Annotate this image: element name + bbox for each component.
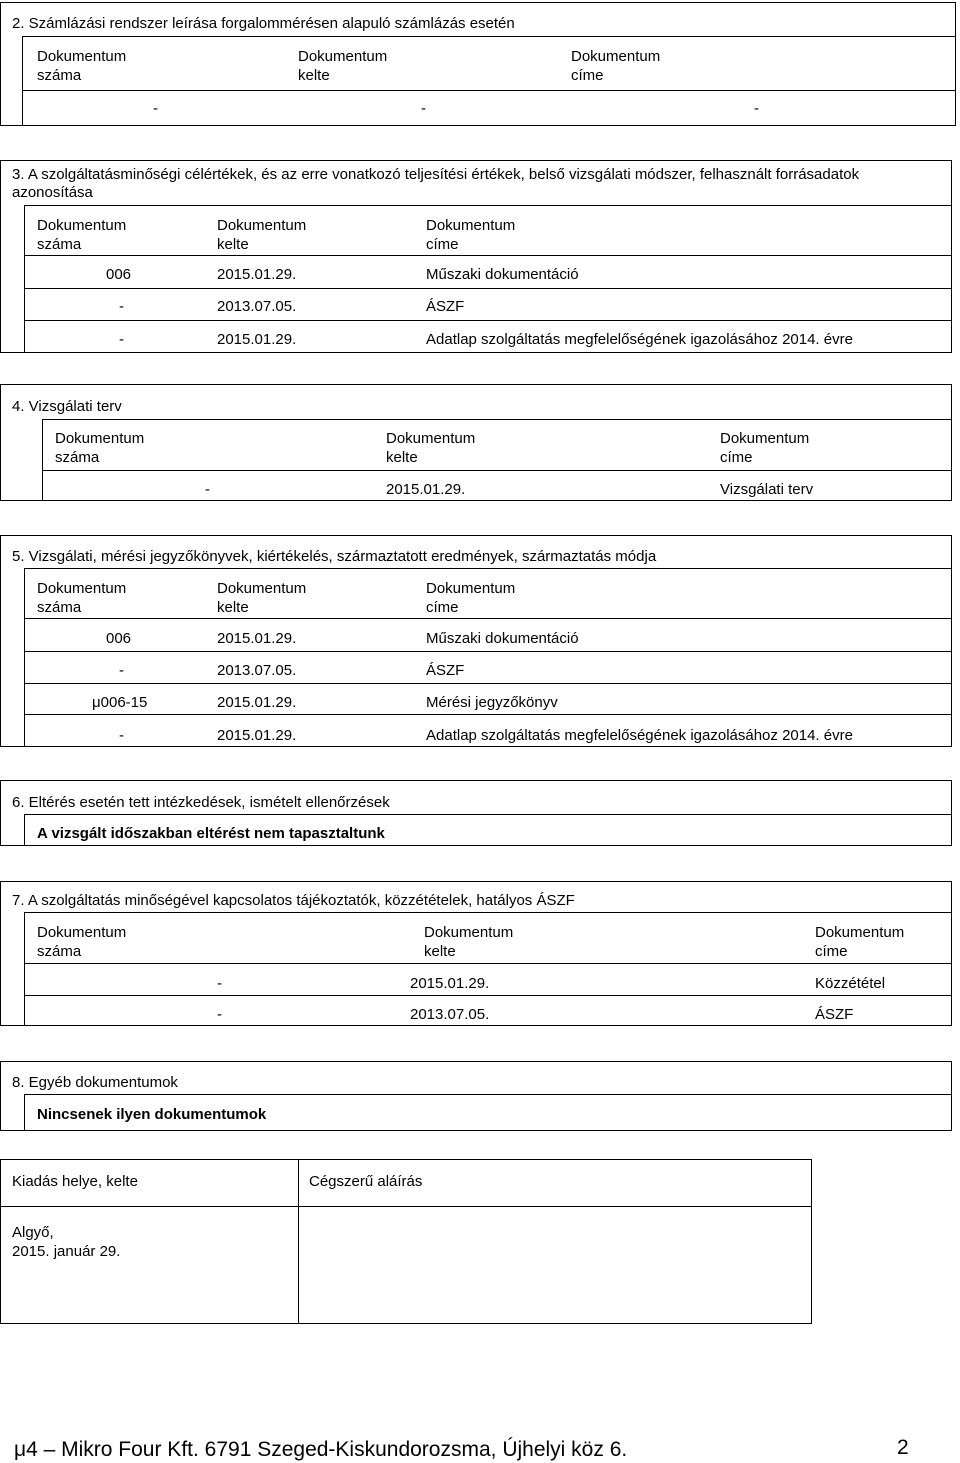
section-6-divider — [24, 814, 952, 815]
s2-header-szama: Dokumentum száma — [37, 48, 127, 84]
section-3-table-left — [24, 205, 25, 353]
section-5-title: 5. Vizsgálati, mérési jegyzőkönyvek, kiértékelés, származtatott eredmények, származtatás módja — [12, 548, 657, 565]
s7-r2-kelte: 2013.07.05. — [410, 1006, 490, 1023]
section-3-divider-2 — [24, 288, 952, 289]
section-5-divider-3 — [24, 683, 952, 684]
s3-header-szama: Dokumentum száma — [37, 217, 127, 253]
s5-r4-szam: - — [119, 727, 124, 744]
s3-r1-cime: Műszaki dokumentáció — [426, 266, 579, 283]
s5-r3-cime: Mérési jegyzőkönyv — [426, 694, 558, 711]
footer-company: μ4 – Mikro Four Kft. 6791 Szeged-Kiskundorozsma, Újhelyi köz 6. — [14, 1438, 628, 1461]
section-8-left — [24, 1094, 25, 1131]
signature-place-label: Kiadás helye, kelte — [12, 1173, 138, 1190]
footer-page-number: 2 — [897, 1436, 909, 1459]
s7-r1-cime: Közzététel — [815, 975, 886, 992]
s7-r2-cime: ÁSZF — [815, 1006, 854, 1023]
s2-header-cime: Dokumentum címe — [571, 48, 661, 84]
section-8-divider — [24, 1094, 952, 1095]
s3-r2-kelte: 2013.07.05. — [217, 298, 297, 315]
section-5-table-top — [24, 568, 952, 569]
section-7-divider-1 — [24, 963, 952, 964]
section-5-table-left — [24, 568, 25, 747]
s4-header-kelte: Dokumentum kelte — [386, 430, 476, 466]
s7-r1-kelte: 2015.01.29. — [410, 975, 490, 992]
section-3-divider-3 — [24, 320, 952, 321]
s4-cell-kelte: 2015.01.29. — [386, 481, 466, 498]
s2-cell-szam: - — [153, 100, 158, 117]
section-6-left — [24, 814, 25, 846]
s4-header-szama: Dokumentum száma — [55, 430, 145, 466]
s7-header-kelte: Dokumentum kelte — [424, 924, 514, 960]
s3-r1-kelte: 2015.01.29. — [217, 266, 297, 283]
s3-r3-kelte: 2015.01.29. — [217, 331, 297, 348]
section-5-divider-1 — [24, 618, 952, 619]
section-6-body: A vizsgált időszakban eltérést nem tapasztaltunk — [37, 825, 385, 842]
s5-header-cime: Dokumentum címe — [426, 580, 516, 616]
section-8-title: 8. Egyéb dokumentumok — [12, 1074, 178, 1091]
s4-cell-cime: Vizsgálati terv — [720, 481, 814, 498]
s5-r2-cime: ÁSZF — [426, 662, 465, 679]
section-7-divider-2 — [24, 995, 952, 996]
s7-r1-szam: - — [217, 975, 222, 992]
s3-r3-szam: - — [119, 331, 124, 348]
section-5-divider-4 — [24, 714, 952, 715]
s5-r2-szam: - — [119, 662, 124, 679]
section-2-table-left — [22, 36, 23, 126]
section-3-table-top — [24, 205, 952, 206]
s5-r1-cime: Műszaki dokumentáció — [426, 630, 579, 647]
signature-column-divider — [298, 1159, 299, 1324]
section-4-row-divider — [42, 470, 952, 471]
section-7-title: 7. A szolgáltatás minőségével kapcsolatos tájékoztatók, közzétételek, hatályos ÁSZF — [12, 892, 575, 909]
section-3-box — [0, 160, 952, 353]
s7-header-szama: Dokumentum száma — [37, 924, 127, 960]
signature-row-divider — [0, 1206, 812, 1207]
section-3-title-line2: azonosítása — [12, 184, 93, 201]
section-8-body: Nincsenek ilyen dokumentumok — [37, 1106, 267, 1123]
signature-place-line1: Algyő, — [12, 1224, 54, 1241]
section-4-title: 4. Vizsgálati terv — [12, 398, 122, 415]
section-4-table-top — [42, 419, 952, 420]
s3-r3-cime: Adatlap szolgáltatás megfelelőségének igazolásához 2014. évre — [426, 331, 853, 348]
section-3-title-line1: 3. A szolgáltatásminőségi célértékek, és az erre vonatkozó teljesítési értékek, belső vizsgálati módszer, felhasznált forrásadatok — [12, 166, 860, 183]
section-5-divider-2 — [24, 651, 952, 652]
section-2-table-top — [22, 36, 956, 37]
s5-r3-kelte: 2015.01.29. — [217, 694, 297, 711]
s2-cell-cime: - — [754, 100, 759, 117]
s3-r2-cime: ÁSZF — [426, 298, 465, 315]
s5-r4-cime: Adatlap szolgáltatás megfelelőségének igazolásához 2014. évre — [426, 727, 853, 744]
s2-cell-kelte: - — [421, 100, 426, 117]
section-4-table-left — [42, 419, 43, 501]
section-3-divider-1 — [24, 255, 952, 256]
s5-r2-kelte: 2013.07.05. — [217, 662, 297, 679]
s3-header-cime: Dokumentum címe — [426, 217, 516, 253]
s5-r3-szam: μ006-15 — [92, 694, 148, 711]
s3-r1-szam: 006 — [106, 266, 132, 283]
s4-header-cime: Dokumentum címe — [720, 430, 810, 466]
section-7-table-top — [24, 912, 952, 913]
s7-header-cime: Dokumentum címe — [815, 924, 905, 960]
s4-cell-szam: - — [205, 481, 210, 498]
section-2-title: 2. Számlázási rendszer leírása forgalommérésen alapuló számlázás esetén — [12, 15, 515, 32]
s5-header-szama: Dokumentum száma — [37, 580, 127, 616]
s5-r1-szam: 006 — [106, 630, 132, 647]
s3-header-kelte: Dokumentum kelte — [217, 217, 307, 253]
section-6-title: 6. Eltérés esetén tett intézkedések, ismételt ellenőrzések — [12, 794, 390, 811]
s3-r2-szam: - — [119, 298, 124, 315]
s7-r2-szam: - — [217, 1006, 222, 1023]
s2-header-kelte: Dokumentum kelte — [298, 48, 388, 84]
s5-r1-kelte: 2015.01.29. — [217, 630, 297, 647]
signature-place-line2: 2015. január 29. — [12, 1243, 121, 1260]
s5-r4-kelte: 2015.01.29. — [217, 727, 297, 744]
signature-sign-label: Cégszerű aláírás — [309, 1173, 423, 1190]
s5-header-kelte: Dokumentum kelte — [217, 580, 307, 616]
section-7-table-left — [24, 912, 25, 1026]
section-2-row-divider — [22, 90, 956, 91]
